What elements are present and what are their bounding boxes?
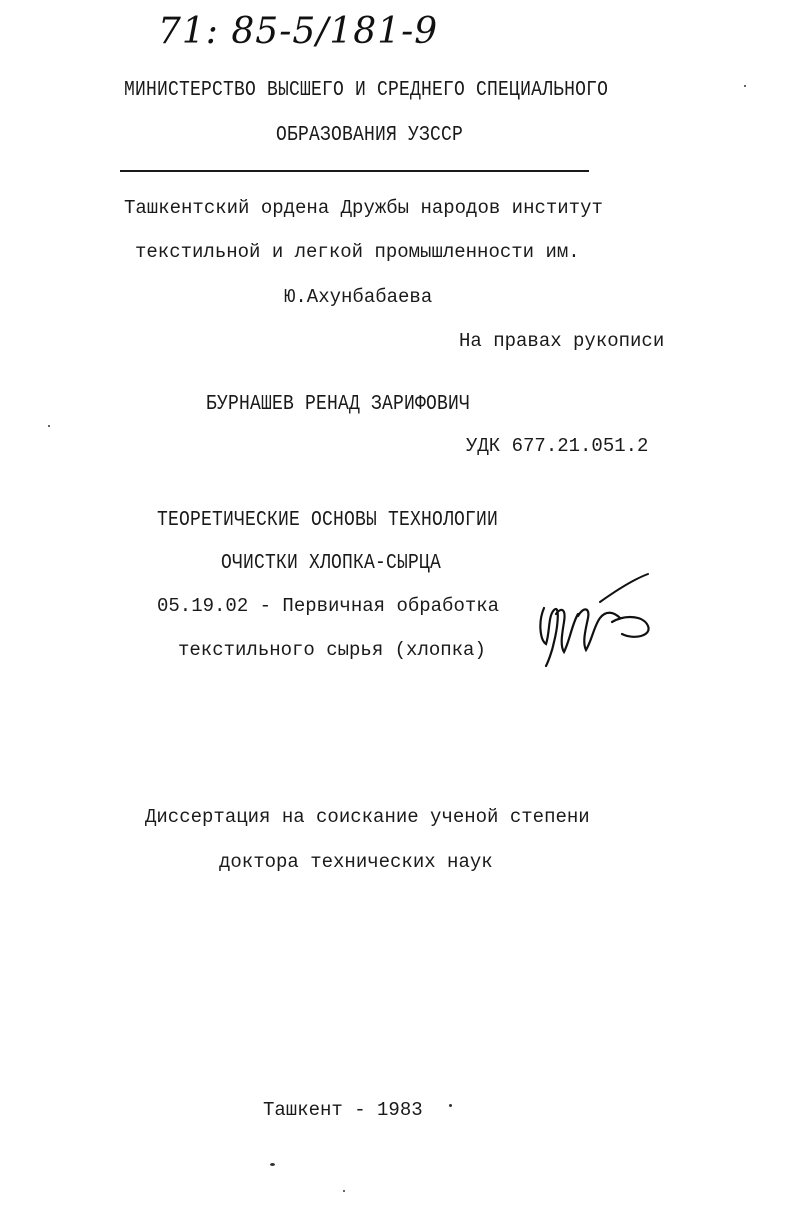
handwritten-catalog-number: 71: 85-5/181-9 bbox=[158, 11, 439, 52]
title-line-2: ОЧИСТКИ ХЛОПКА-СЫРЦА bbox=[221, 551, 442, 575]
scan-speck bbox=[449, 1104, 452, 1107]
specialty-line-2: текстильного сырья (хлопка) bbox=[178, 639, 486, 661]
signature-image bbox=[530, 570, 660, 670]
scan-speck bbox=[48, 425, 50, 427]
author-name: БУРНАШЕВ РЕНАД ЗАРИФОВИЧ bbox=[206, 392, 471, 416]
scan-speck bbox=[270, 1163, 275, 1166]
institute-line-1: Ташкентский ордена Дружбы народов институт bbox=[124, 197, 603, 219]
scan-speck bbox=[744, 85, 746, 87]
place-and-year: Ташкент - 1983 bbox=[263, 1099, 423, 1121]
institute-line-2: текстильной и легкой промышленности им. bbox=[135, 241, 580, 263]
institute-line-3: Ю.Ахунбабаева bbox=[284, 286, 433, 308]
specialty-line-1: 05.19.02 - Первичная обработка bbox=[157, 595, 500, 617]
header-divider bbox=[120, 170, 589, 172]
manuscript-note: На правах рукописи bbox=[459, 330, 665, 352]
dissertation-line-2: доктора технических наук bbox=[219, 851, 493, 873]
udc-code: УДК 677.21.051.2 bbox=[466, 435, 649, 457]
dissertation-line-1: Диссертация на соискание ученой степени bbox=[145, 806, 590, 828]
ministry-line-2: ОБРАЗОВАНИЯ УЗССР bbox=[276, 123, 464, 147]
title-line-1: ТЕОРЕТИЧЕСКИЕ ОСНОВЫ ТЕХНОЛОГИИ bbox=[157, 508, 499, 532]
ministry-line-1: МИНИСТЕРСТВО ВЫСШЕГО И СРЕДНЕГО СПЕЦИАЛЬНОГО bbox=[124, 78, 609, 102]
scan-speck bbox=[343, 1190, 345, 1192]
